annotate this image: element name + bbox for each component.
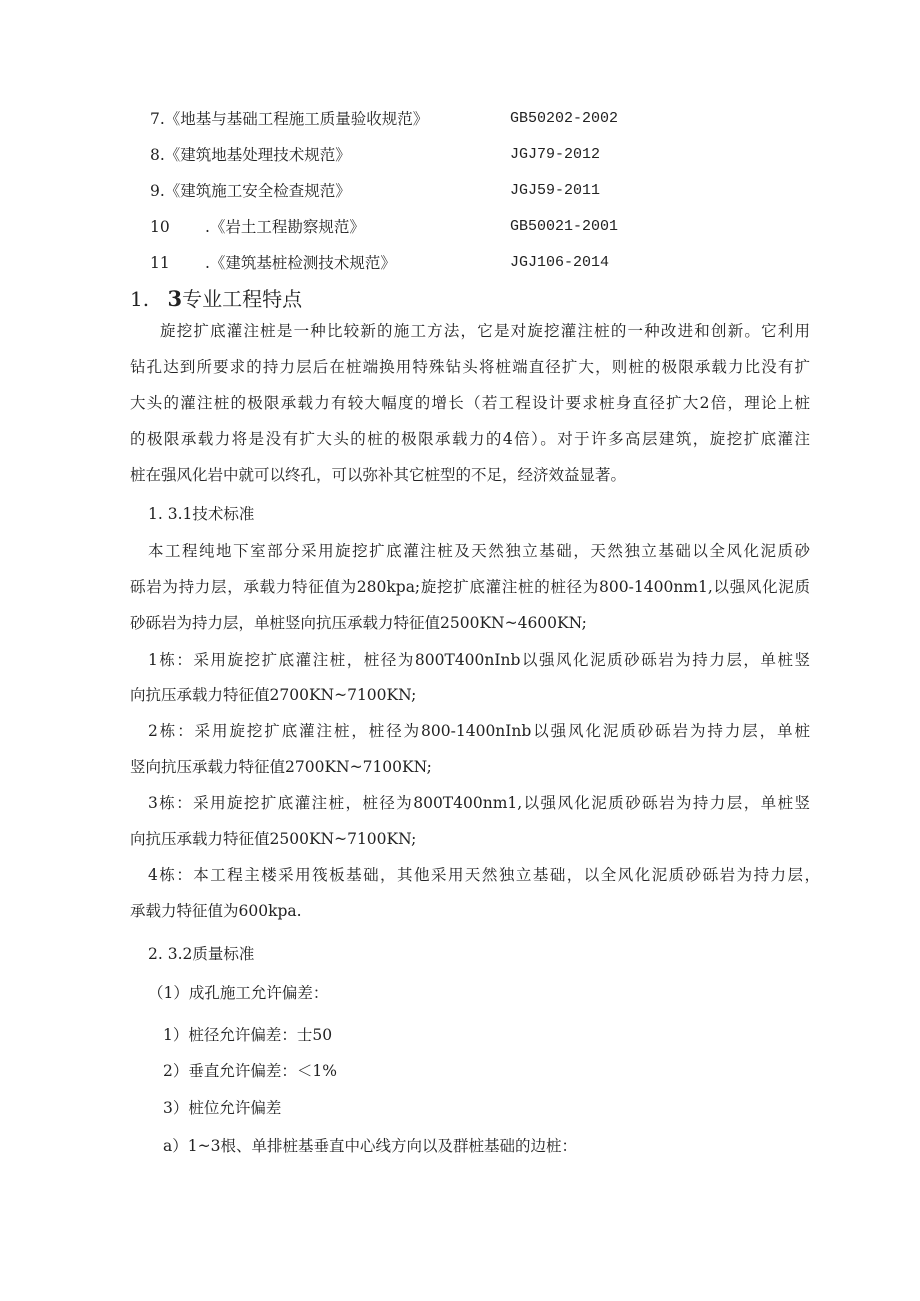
paragraph-line: 2栋：采用旋挖扩底灌注桩，桩径为800-1400nInb以强风化泥质砂砾岩为持力层，单桩 [148,722,810,740]
section-heading [130,286,302,312]
section-title: 专业工程特点 [182,287,303,311]
paragraph-line: 承载力特征值为600kpa. [130,902,302,920]
section-number: 3 [167,286,183,311]
paragraph-line: 3栋：采用旋挖扩底灌注桩，桩径为800T400nm1,以强风化泥质砂砾岩为持力层，单桩竖 [148,794,810,812]
paragraph-line: 大头的灌注桩的极限承载力有较大幅度的增长（若工程设计要求桩身直径扩大2倍，理论上桩 [130,394,810,412]
quality-item: 3）桩位允许偏差 [163,1099,282,1117]
paragraph-line: 竖向抗压承载力特征值2700KN~7100KN; [130,758,432,776]
standard-code: GB50202-2002 [510,110,619,127]
paragraph-line: 砂砾岩为持力层，单桩竖向抗压承载力特征值2500KN~4600KN; [130,614,587,632]
paragraph-line: 砾岩为持力层，承载力特征值为280kpa;旋挖扩底灌注桩的桩径为800-1400nm1,以强风化泥质 [130,578,810,596]
paragraph-line: 向抗压承载力特征值2500KN~7100KN; [130,830,417,848]
paragraph-line: 旋挖扩底灌注桩是一种比较新的施工方法，它是对旋挖灌注桩的一种改进和创新。它利用 [160,322,810,340]
paragraph-line: 桩在强风化岩中就可以终孔，可以弥补其它桩型的不足，经济效益显著。 [130,466,627,484]
section-prefix: 1. [130,287,150,311]
subsection-heading-tech: 1. 3.1技术标准 [148,505,255,523]
subsection-heading-quality: 2. 3.2质量标准 [148,945,255,963]
standard-code: GB50021-2001 [510,218,619,235]
paragraph-line: 4栋：本工程主楼采用筏板基础，其他采用天然独立基础，以全风化泥质砂砾岩为持力层， [148,866,820,884]
standard-code: JGJ106-2014 [510,254,610,271]
standard-title: 7.《地基与基础工程施工质量验收规范》 [150,110,429,128]
paragraph-line: 钻孔达到所要求的持力层后在桩端换用特殊钻头将桩端直径扩大，则桩的极限承载力比没有扩 [130,358,810,376]
quality-item: 2）垂直允许偏差：＜1% [163,1062,337,1080]
standard-code: JGJ59-2011 [510,182,601,199]
standard-title: 8.《建筑地基处理技术规范》 [150,146,351,164]
standard-number: 10 [150,218,170,236]
quality-subheading: （1）成孔施工允许偏差： [148,984,329,1002]
standard-code: JGJ79-2012 [510,146,601,163]
standard-title: 9.《建筑施工安全检查规范》 [150,182,351,200]
standard-title: .《岩土工程勘察规范》 [205,218,365,236]
quality-item: a）1~3根、单排桩基垂直中心线方向以及群桩基础的边桩： [163,1137,577,1155]
paragraph-line: 本工程纯地下室部分采用旋挖扩底灌注桩及天然独立基础，天然独立基础以全风化泥质砂 [148,542,810,560]
quality-item: 1）桩径允许偏差：士50 [163,1026,333,1044]
paragraph-line: 向抗压承载力特征值2700KN~7100KN; [130,686,417,704]
standard-number: 11 [150,254,170,272]
paragraph-line: 1栋：采用旋挖扩底灌注桩，桩径为800T400nInb以强风化泥质砂砾岩为持力层，单桩竖 [148,651,810,669]
standard-title: .《建筑基桩检测技术规范》 [205,254,396,272]
paragraph-line: 的极限承载力将是没有扩大头的桩的极限承载力的4倍）。对于许多高层建筑，旋挖扩底灌注 [130,430,810,448]
